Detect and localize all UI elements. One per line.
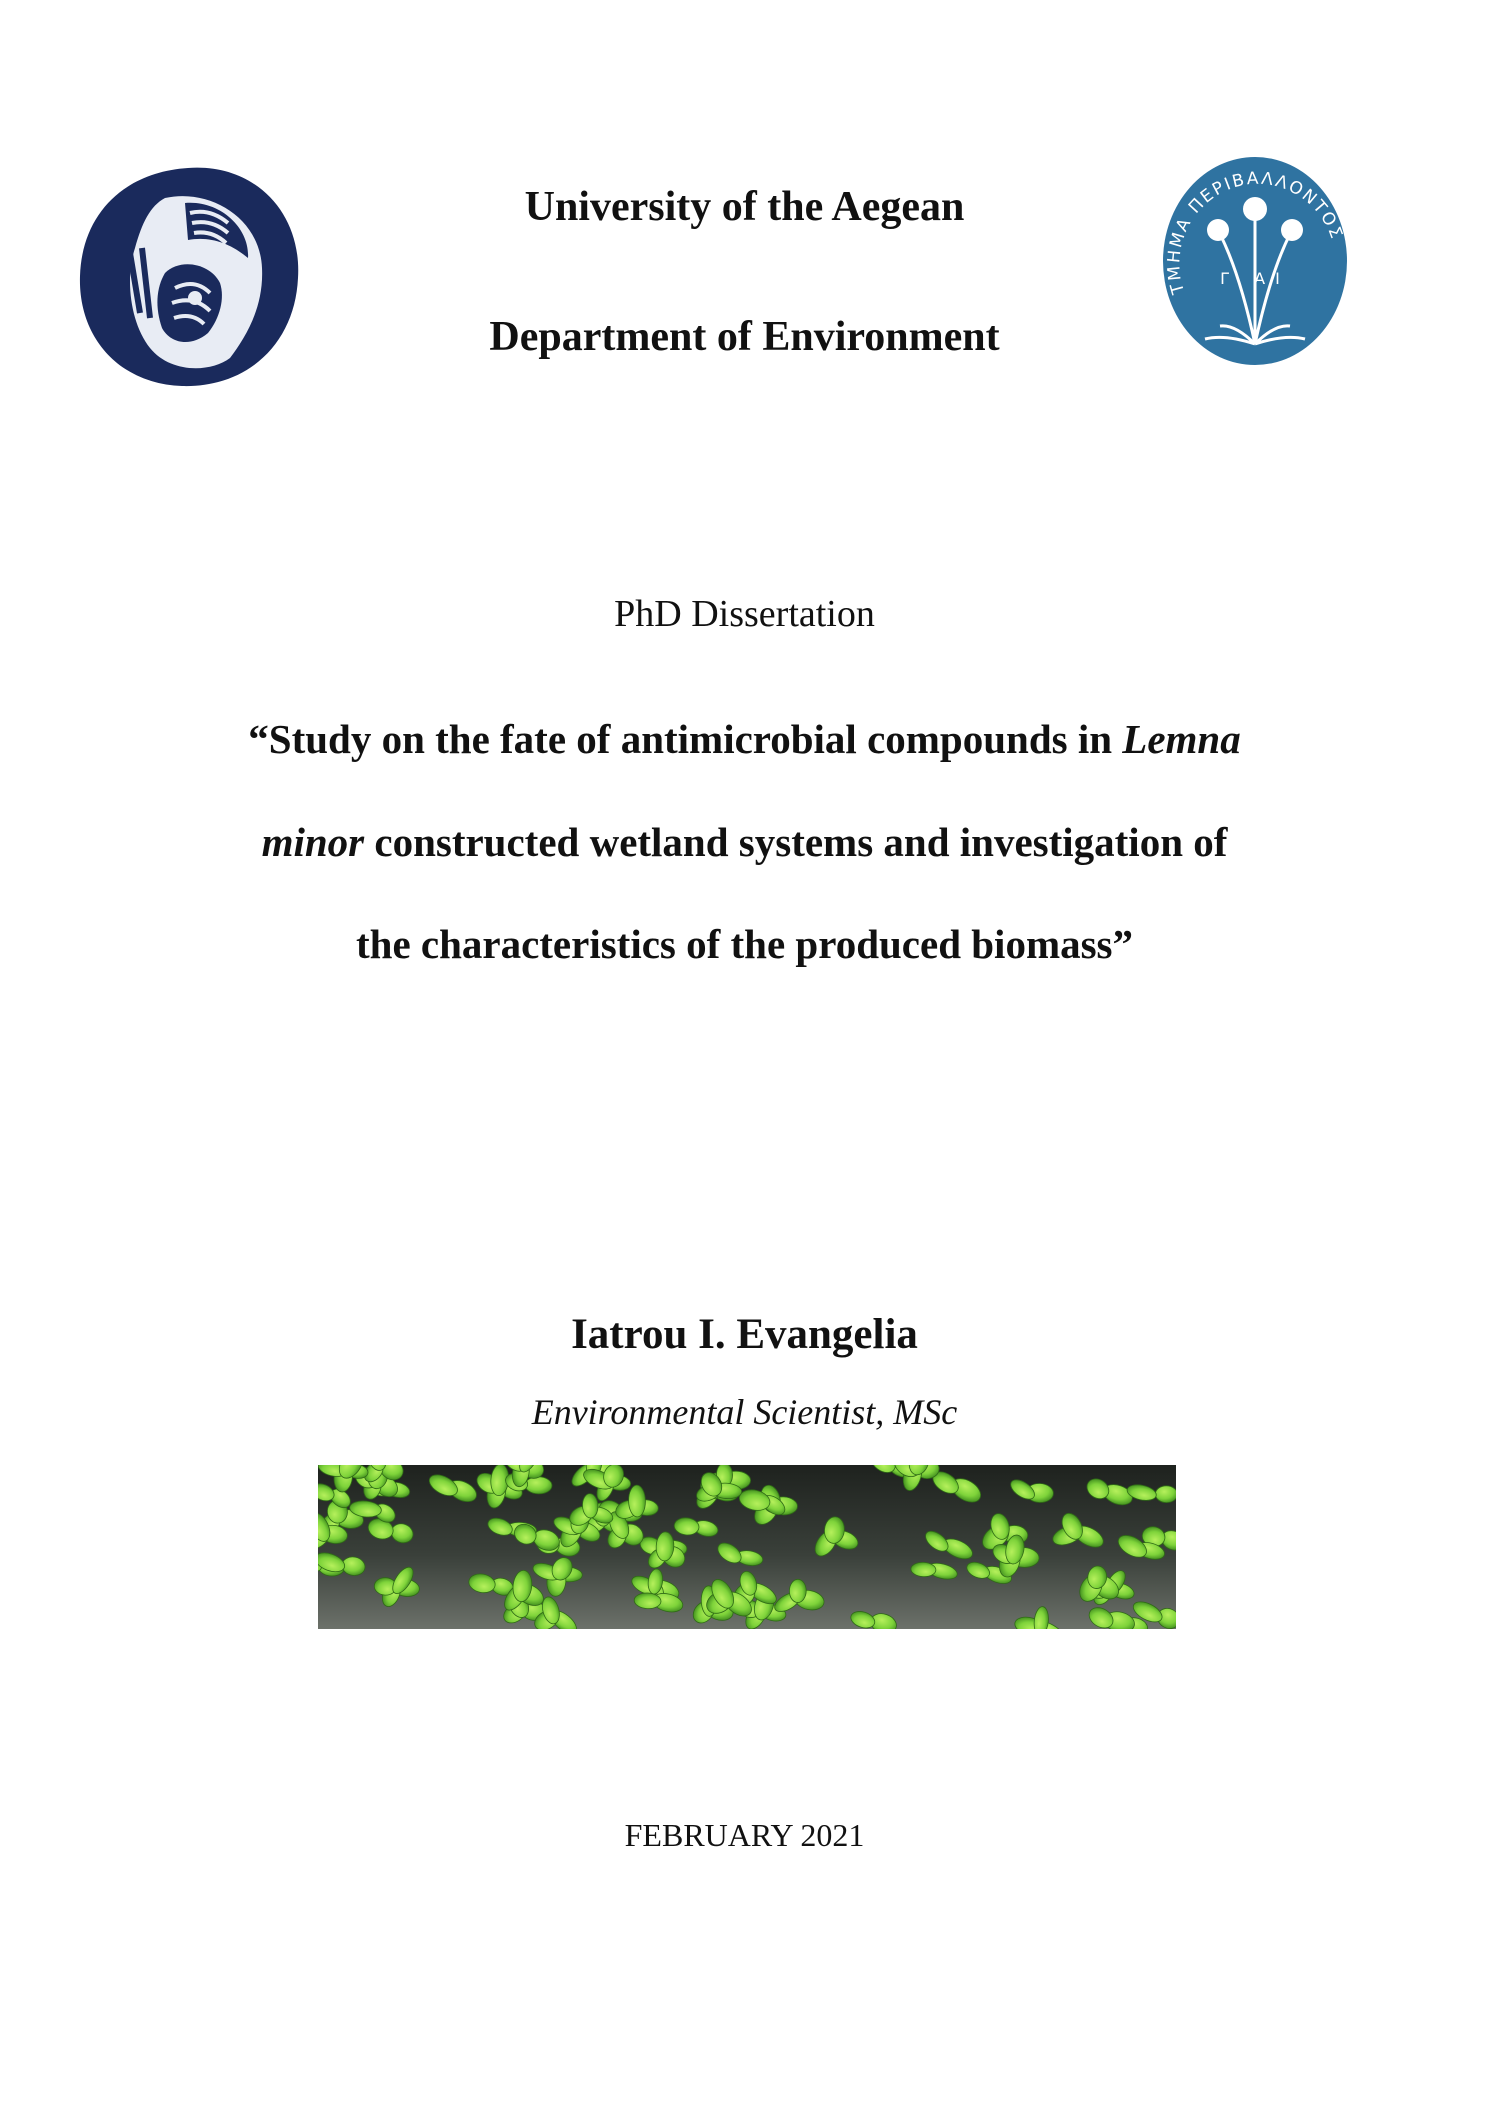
duckweed-photo: [318, 1465, 1176, 1629]
submission-date: FEBRUARY 2021: [624, 1817, 865, 1853]
svg-text:ΤΜΗΜΑ ΠΕΡΙΒΑΛΛΟΝΤΟΣ: ΤΜΗΜΑ ΠΕΡΙΒΑΛΛΟΝΤΟΣ: [1164, 168, 1347, 297]
dissertation-title-line-2: minor constructed wetland systems and investigation of: [261, 819, 1228, 865]
university-name: University of the Aegean: [524, 184, 965, 230]
author-role: Environmental Scientist, MSc: [531, 1392, 958, 1432]
svg-text:Γ ΑΙ: Γ ΑΙ: [1220, 269, 1290, 288]
dissertation-title-line-3: the characteristics of the produced biomass”: [355, 921, 1134, 967]
department-name: Department of Environment: [489, 314, 1000, 360]
dissertation-title-line-1: “Study on the fate of antimicrobial compounds in Lemna: [248, 716, 1241, 762]
document-type: PhD Dissertation: [614, 593, 875, 635]
author-name: Iatrou I. Evangelia: [571, 1311, 918, 1358]
